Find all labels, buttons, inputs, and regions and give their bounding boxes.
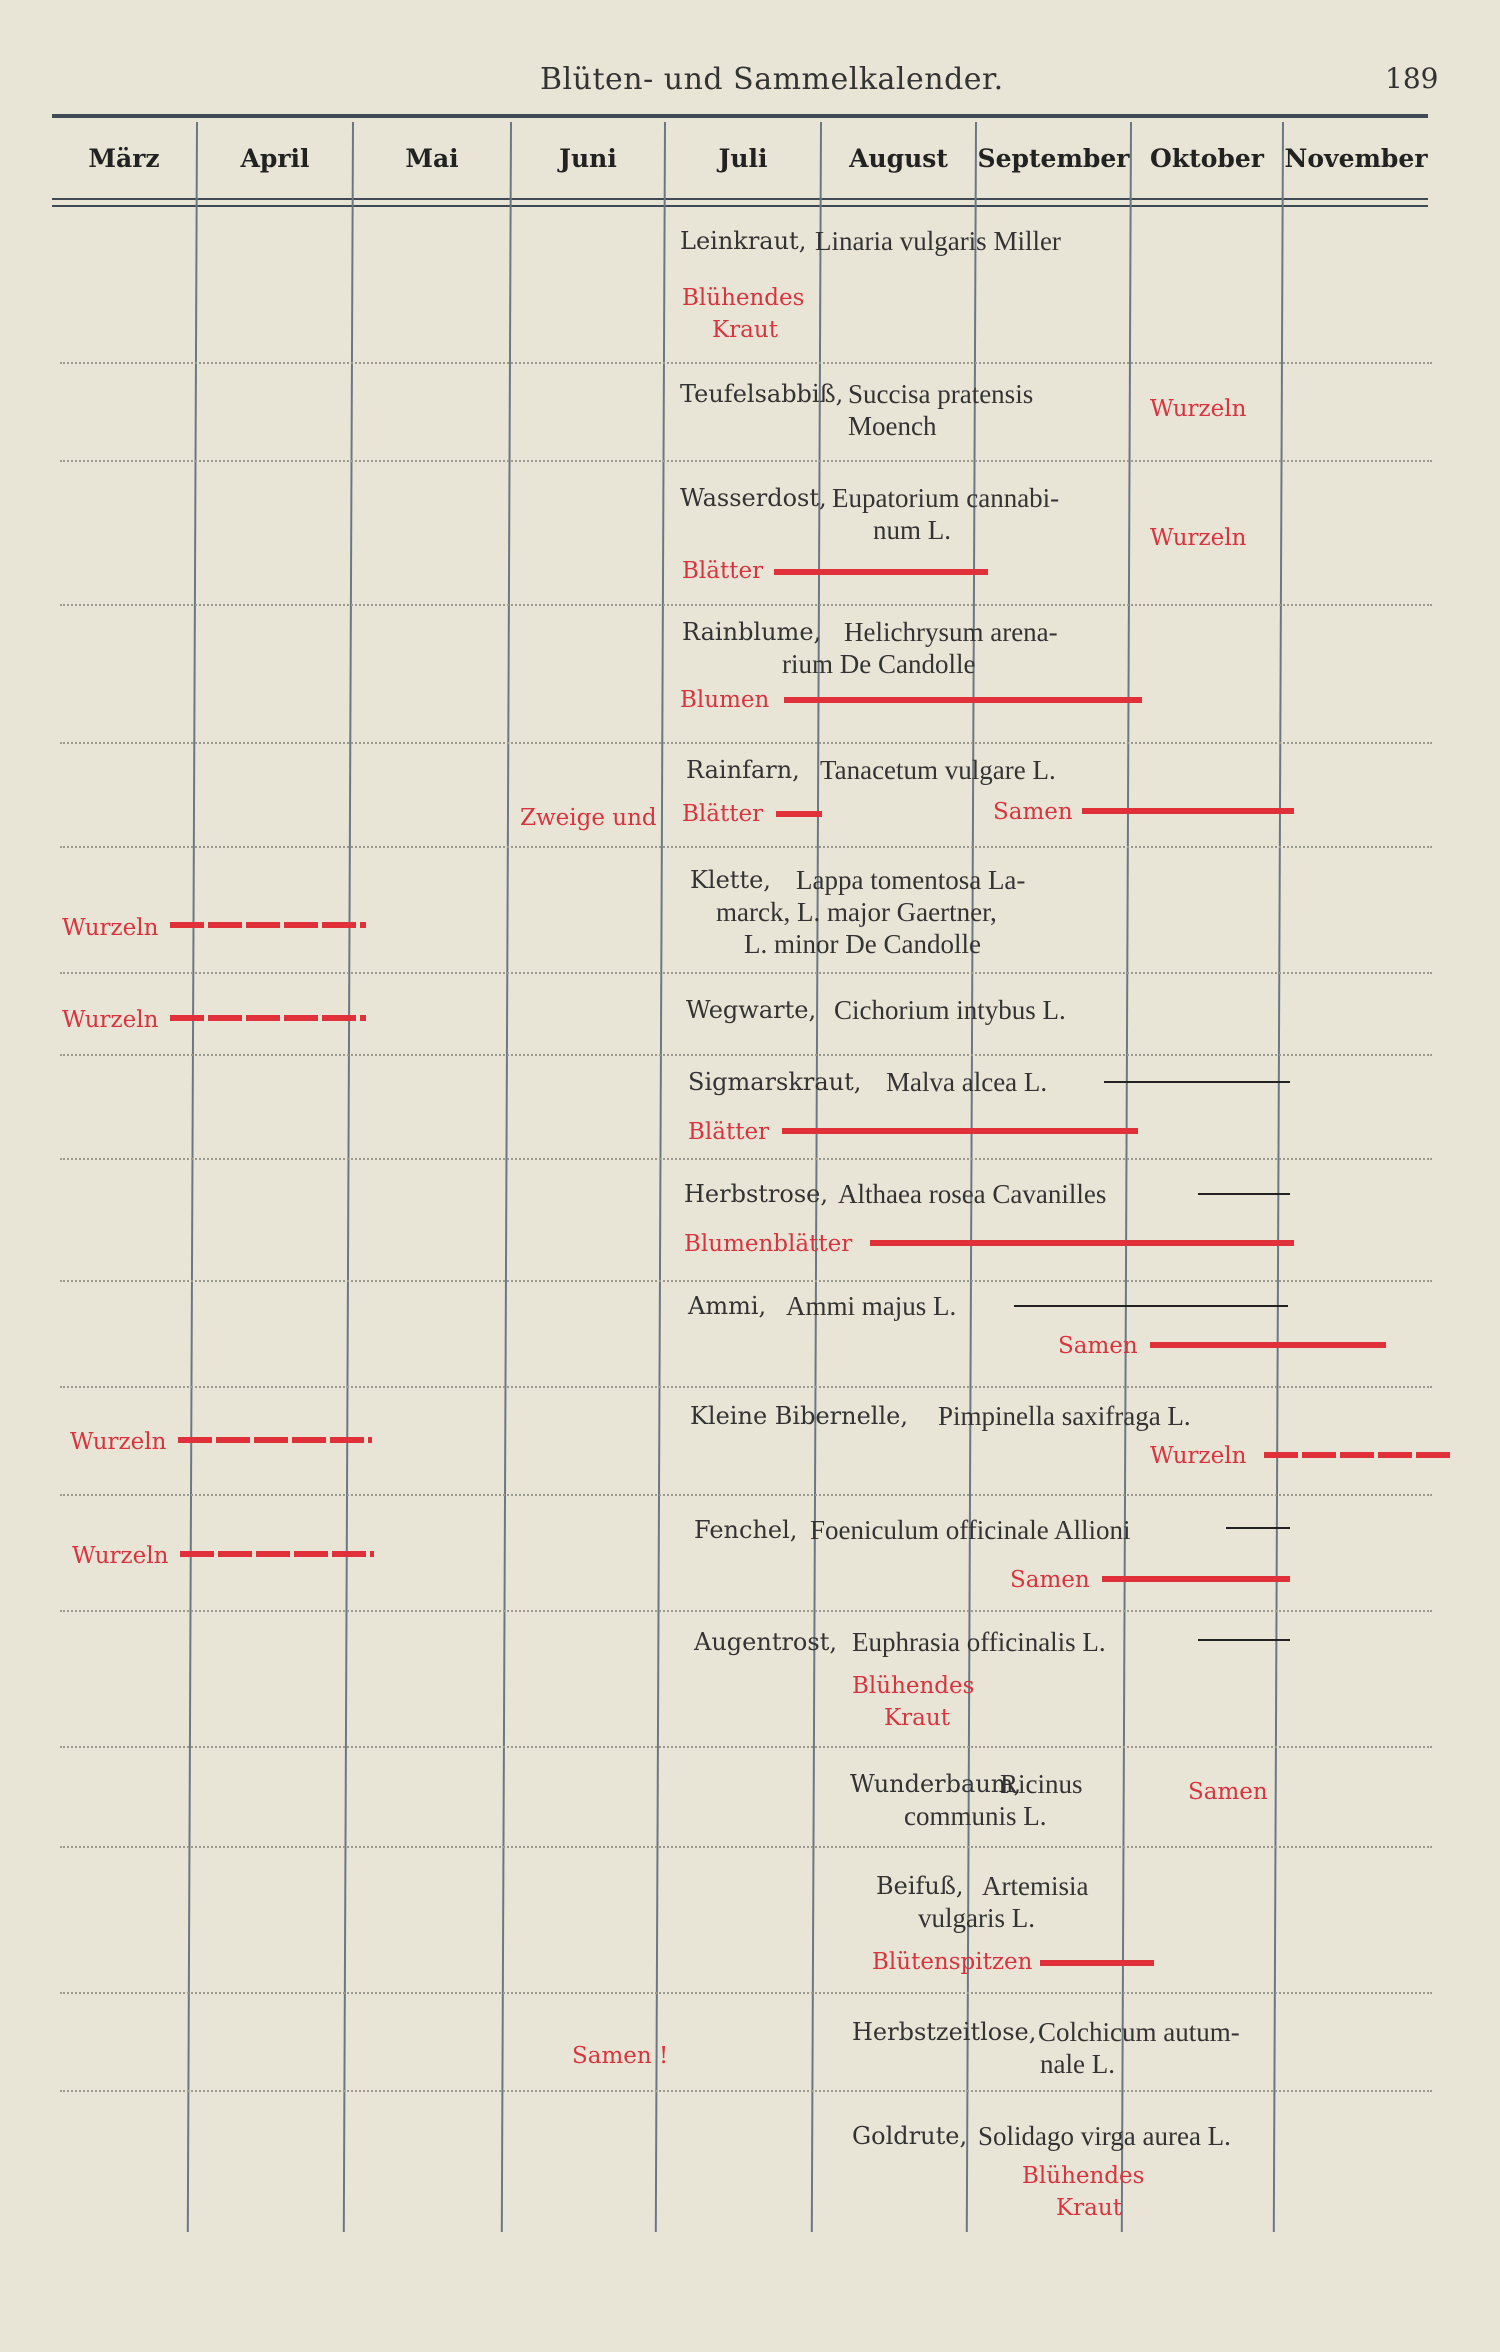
column-line [811,122,822,2232]
plant-name: Teufelsabbiß, [680,380,844,408]
harvest-bar [870,1240,1294,1246]
plant-latin: Ammi majus L. [786,1291,957,1321]
header-rule-1 [52,198,1428,200]
row-separator [60,362,1432,364]
harvest-bar [1082,808,1294,814]
harvest-part: Wurzeln [1150,525,1247,551]
plant-name: Wasserdost, [680,484,827,512]
plant-name: Sigmarskraut, [688,1068,862,1096]
flowering-line [1198,1193,1290,1195]
row-separator [60,1280,1432,1282]
harvest-part: Samen [1058,1333,1138,1359]
plant-name: Beifuß, [876,1872,964,1900]
harvest-part: Kraut [1056,2195,1122,2221]
harvest-bar [170,1015,366,1021]
harvest-bar [782,1128,1138,1134]
harvest-bar [784,697,1142,703]
plant-latin: num L. [873,515,951,545]
plant-name: Rainfarn, [686,756,800,784]
plant-latin: Colchicum autum- [1038,2017,1240,2047]
plant-name: Goldrute, [852,2122,968,2150]
header-rule-2 [52,205,1428,207]
plant-latin: Solidago virga aurea L. [978,2121,1231,2151]
harvest-part: Samen ! [572,2043,669,2069]
column-line [1121,122,1132,2232]
month-november: November [1284,144,1428,173]
row-separator [60,1992,1432,1994]
plant-latin: Eupatorium cannabi- [832,483,1060,513]
column-line [343,122,354,2232]
harvest-part: Zweige und [520,805,657,831]
plant-latin: Succisa pratensis [848,379,1034,409]
harvest-part: Blätter [688,1119,770,1145]
plant-name: Ammi, [688,1292,767,1320]
month-oktober: Oktober [1150,144,1264,173]
plant-name: Rainblume, [682,618,822,646]
harvest-part: Blätter [682,558,764,584]
row-separator [60,1746,1432,1748]
plant-name: Wunderbaum, [850,1770,1022,1798]
harvest-part: Blühendes [852,1673,975,1699]
month-maerz: März [88,144,160,173]
plant-latin: Linaria vulgaris Miller [815,226,1061,256]
month-juli: Juli [718,144,768,173]
flowering-line [1226,1527,1290,1529]
row-separator [60,604,1432,606]
harvest-bar [774,569,988,575]
plant-latin: Cichorium intybus L. [834,995,1066,1025]
top-rule [52,114,1428,118]
harvest-part: Wurzeln [62,915,159,941]
plant-latin: Tanacetum vulgare L. [820,755,1056,785]
month-april: April [240,144,310,173]
harvest-part: Blütenspitzen [872,1949,1033,1975]
harvest-part: Blühendes [1022,2163,1145,2189]
column-line [655,122,666,2232]
harvest-part: Blumenblätter [684,1231,853,1257]
harvest-bar [1150,1342,1386,1348]
plant-name: Fenchel, [694,1516,798,1544]
harvest-part: Samen [1188,1779,1268,1805]
harvest-part: Kraut [884,1705,950,1731]
plant-latin: Malva alcea L. [886,1067,1048,1097]
row-separator [60,1158,1432,1160]
plant-name: Klette, [690,866,771,894]
plant-latin: Artemisia [982,1871,1089,1901]
column-line [1273,122,1284,2232]
harvest-part: Blätter [682,801,764,827]
month-august: August [849,144,948,173]
harvest-part: Samen [993,799,1073,825]
harvest-part: Blühendes [682,285,805,311]
column-line [501,122,512,2232]
plant-latin: vulgaris L. [918,1903,1035,1933]
harvest-bar [1264,1452,1452,1458]
month-september: September [977,144,1130,173]
plant-latin: Moench [848,411,937,441]
harvest-bar [178,1437,372,1443]
row-separator [60,742,1432,744]
harvest-part: Samen [1010,1567,1090,1593]
plant-latin: Foeniculum officinale Allioni [810,1515,1131,1545]
harvest-bar [180,1551,374,1557]
harvest-part: Wurzeln [1150,1443,1247,1469]
harvest-part: Wurzeln [72,1543,169,1569]
row-separator [60,846,1432,848]
column-line [187,122,198,2232]
harvest-bar [1040,1960,1154,1966]
plant-name: Wegwarte, [686,996,817,1024]
plant-latin: L. minor De Candolle [744,929,981,959]
month-mai: Mai [405,144,459,173]
plant-name: Herbstrose, [684,1180,828,1208]
plant-name: Leinkraut, [680,227,807,255]
harvest-part: Wurzeln [70,1429,167,1455]
plant-latin: Althaea rosea Cavanilles [838,1179,1107,1209]
harvest-bar [776,811,822,817]
month-juni: Juni [559,144,617,173]
flowering-line [1104,1081,1290,1083]
row-separator [60,972,1432,974]
harvest-part: Wurzeln [62,1007,159,1033]
harvest-part: Kraut [712,317,778,343]
harvest-part: Wurzeln [1150,396,1247,422]
row-separator [60,2090,1432,2092]
flowering-line [1198,1639,1290,1641]
page-number: 189 [1385,62,1439,95]
row-separator [60,1494,1432,1496]
row-separator [60,1846,1432,1848]
plant-latin: Euphrasia officinalis L. [852,1627,1106,1657]
harvest-bar [1102,1576,1290,1582]
flowering-line [1014,1305,1288,1307]
plant-latin: marck, L. major Gaertner, [716,897,997,927]
row-separator [60,1386,1432,1388]
plant-latin: communis L. [904,1801,1047,1831]
page-title: Blüten- und Sammelkalender. [540,62,1004,97]
plant-latin: nale L. [1040,2049,1115,2079]
plant-name: Kleine Bibernelle, [690,1402,908,1430]
plant-latin: Ricinus [1000,1769,1083,1799]
row-separator [60,460,1432,462]
plant-name: Augentrost, [694,1628,837,1656]
plant-latin: Lappa tomentosa La- [796,865,1026,895]
row-separator [60,1610,1432,1612]
plant-latin: Helichrysum arena- [844,617,1058,647]
harvest-part: Blumen [680,687,770,713]
row-separator [60,1054,1432,1056]
plant-name: Herbstzeitlose, [852,2018,1037,2046]
plant-latin: rium De Candolle [782,649,976,679]
harvest-bar [170,922,366,928]
plant-latin: Pimpinella saxifraga L. [938,1401,1191,1431]
